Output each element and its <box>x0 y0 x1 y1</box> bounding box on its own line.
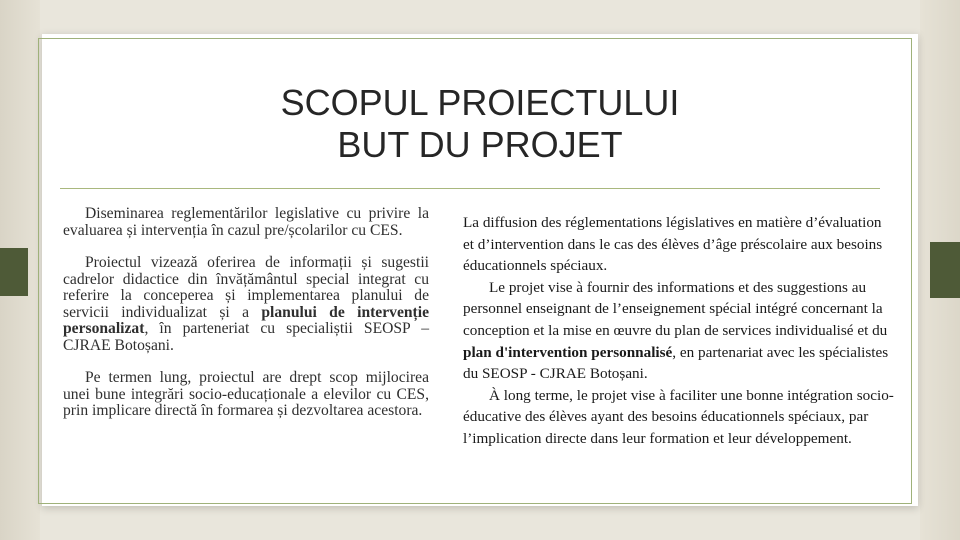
romanian-paragraph-2 <box>63 255 429 354</box>
french-p2-bold: plan d'intervention personnalisé <box>463 343 673 361</box>
french-paragraph-2 <box>463 277 895 385</box>
french-paragraph-3: À long terme, le projet vise à faciliter une bonne intégration socio-éducative des élèves ayant des besoins éducationnels spéciaux, par l’implication directe dans leur formation et leur développement. <box>463 386 894 447</box>
french-column <box>463 212 895 450</box>
slide-title <box>130 82 830 166</box>
romanian-column <box>63 206 429 436</box>
romanian-p2-text-a: Proiectul vizează oferirea de informații și sugestii cadrelor didactice din învățământul special integrat cu referire la conceperea și implementarea planului de servicii individualizat și a <box>63 254 429 321</box>
title-divider <box>60 188 880 189</box>
romanian-p2-text-b: , în parteneriat cu specialiștii SEOSP – CJRAE Botoșani. <box>63 320 429 354</box>
french-p2-text-b: , en partenariat avec les spécialistes du SEOSP - CJRAE Botoșani. <box>463 343 889 383</box>
romanian-p2-bold: planului de intervenție personalizat <box>63 303 429 337</box>
french-p2-text-a: Le projet vise à fournir des informations et des suggestions au personnel enseignant de l’enseignement spécial intégré concernant la conception et la mise en œuvre du plan de services individualisé et du <box>463 278 888 339</box>
left-accent-block <box>0 248 28 296</box>
french-paragraph-1: La diffusion des réglementations législatives en matière d’évaluation et d’intervention dans le cas des élèves d’âge préscolaire aux besoins éducationnels spéciaux. <box>463 214 883 275</box>
romanian-paragraph-1: Diseminarea reglementărilor legislative cu privire la evaluarea și intervenția în cazul pre/școlarilor cu CES. <box>63 205 429 239</box>
title-french: BUT DU PROJET <box>337 124 623 165</box>
right-accent-block <box>930 242 960 298</box>
romanian-paragraph-3: Pe termen lung, proiectul are drept scop mijlocirea unei bune integrări socio-educaționale a elevilor cu CES, prin implicare directă în formarea și dezvoltarea acestora. <box>63 369 429 419</box>
title-romanian: SCOPUL PROIECTULUI <box>280 82 680 123</box>
